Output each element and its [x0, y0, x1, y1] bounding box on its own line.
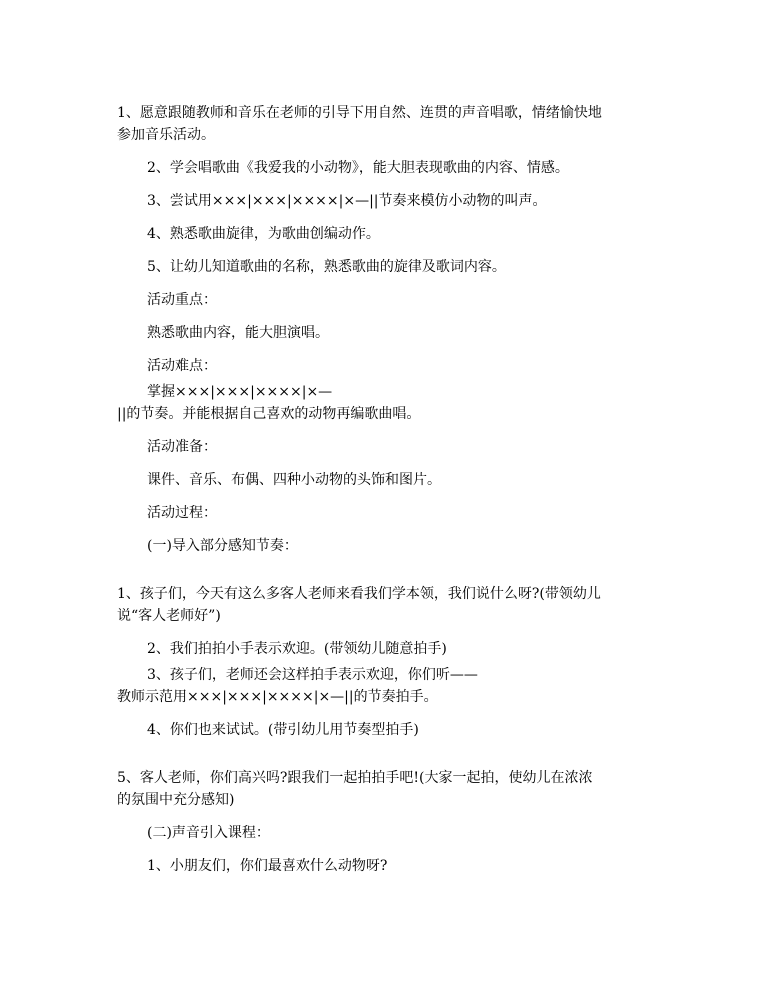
- step-5-line1: 5、客人老师，你们高兴吗?跟我们一起拍拍手吧!(大家一起拍，使幼儿在浓浓: [117, 770, 593, 786]
- step-3-line2: 教师示范用×××|×××|××××|×—||的节奏拍手。: [117, 689, 438, 705]
- goal-1-line1: 1、愿意跟随教师和音乐在老师的引导下用自然、连贯的声音唱歌，情绪愉快地: [117, 105, 602, 121]
- step-1-line1: 1、孩子们，今天有这么多客人老师来看我们学本领，我们说什么呀?(带领幼儿: [117, 586, 601, 602]
- difficulty-line2: ||的节奏。并能根据自己喜欢的动物再编歌曲唱。: [117, 406, 421, 422]
- step-1-line2: 说“客人老师好”): [117, 608, 221, 624]
- process-heading: 活动过程：: [147, 505, 217, 521]
- difficulty-line1: 掌握×××|×××|××××|×—: [147, 384, 333, 400]
- difficulty-heading: 活动难点：: [147, 358, 217, 374]
- step-2: 2、我们拍拍小手表示欢迎。(带领幼儿随意拍手): [147, 641, 447, 657]
- key-text: 熟悉歌曲内容，能大胆演唱。: [147, 325, 329, 341]
- goal-5: 5、让幼儿知道歌曲的名称，熟悉歌曲的旋律及歌词内容。: [147, 259, 506, 275]
- goal-1-line2: 参加音乐活动。: [117, 127, 215, 143]
- goal-3: 3、尝试用×××|×××|××××|×—||节奏来模仿小动物的叫声。: [147, 193, 547, 209]
- step-5-line2: 的氛围中充分感知): [117, 792, 235, 808]
- key-heading: 活动重点：: [147, 292, 217, 308]
- step-4: 4、你们也来试试。(带引幼儿用节奏型拍手): [147, 722, 419, 738]
- section-2-step-1: 1、小朋友们，你们最喜欢什么动物呀?: [147, 858, 388, 874]
- section-1-heading: (一)导入部分感知节奏：: [147, 538, 298, 554]
- prep-heading: 活动准备：: [147, 439, 217, 455]
- goal-2: 2、学会唱歌曲《我爱我的小动物》，能大胆表现歌曲的内容、情感。: [147, 160, 569, 176]
- prep-text: 课件、音乐、布偶、四种小动物的头饰和图片。: [147, 472, 441, 488]
- section-2-heading: (二)声音引入课程：: [147, 825, 270, 841]
- step-3-line1: 3、孩子们，老师还会这样拍手表示欢迎，你们听——: [147, 667, 478, 683]
- goal-4: 4、熟悉歌曲旋律，为歌曲创编动作。: [147, 226, 380, 242]
